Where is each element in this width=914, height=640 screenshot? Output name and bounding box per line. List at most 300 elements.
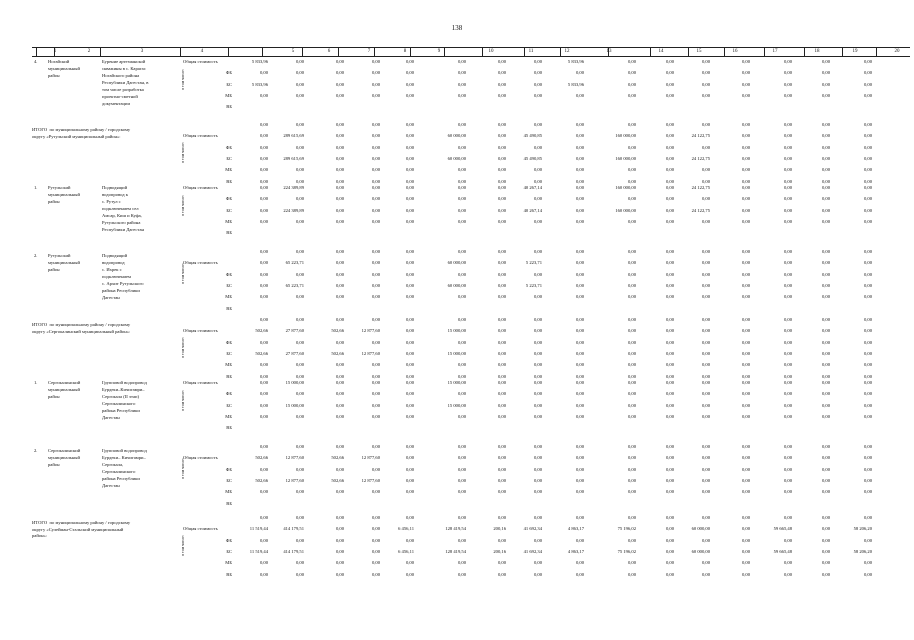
table-cell: 0,00 [821,218,830,224]
table-cell: 0,00 [821,466,830,472]
funding-source-ВБ: ВБ [226,305,232,311]
table-cell: 0,00 [497,70,506,76]
table-cell: 0,00 [371,178,380,184]
table-cell: 5 833,96 [567,81,584,87]
table-cell: 0,00 [783,373,792,379]
table-cell: 0,00 [335,515,344,520]
table-cell: 0,00 [497,155,506,161]
table-cell: 0,00 [457,413,466,419]
table-cell: 0,00 [575,362,584,368]
table-cell: 0,00 [821,81,830,87]
table-cell: 0,00 [371,260,380,266]
column-header-1: 1 [53,49,57,54]
table-cell: 0,00 [295,444,304,449]
table-cell: 0,00 [405,391,414,397]
table-cell: 0,00 [335,391,344,397]
table-cell: 0,00 [335,373,344,379]
table-cell: 0,00 [863,317,872,322]
table-cell: 0,00 [335,548,344,554]
table-cell: 0,00 [701,260,710,266]
table-cell: 0,00 [701,282,710,288]
table-cell: 0,00 [575,350,584,356]
table-cell: 0,00 [335,196,344,202]
table-cell: 0,00 [701,560,710,566]
table-cell: 24 122,75 [691,155,710,161]
table-cell: 0,00 [821,444,830,449]
funding-source-БС: БС [226,402,232,408]
in-that-number-label: в том числе: [180,142,185,163]
table-cell: 0,00 [863,328,872,334]
table-cell: 0,00 [371,59,380,64]
table-cell: 0,00 [863,196,872,202]
table-cell: 0,00 [295,196,304,202]
table-cell: 0,00 [335,133,344,139]
table-cell: 0,00 [627,70,636,76]
table-cell: 0,00 [405,455,414,461]
table-cell: 0,00 [533,455,542,461]
table-cell: 0,00 [259,271,268,277]
table-cell: 0,00 [457,362,466,368]
table-cell: 0,00 [371,571,380,577]
table-cell: 0,00 [863,155,872,161]
table-cell: 0,00 [575,560,584,566]
table-cell: 11 519,44 [249,526,268,532]
table-cell: 0,00 [259,92,268,98]
table-cell: 0,00 [741,294,750,300]
table-cell: 0,00 [575,122,584,127]
table-cell: 0,00 [863,218,872,224]
table-cell: 0,00 [405,444,414,449]
table-cell: 0,00 [533,317,542,322]
table-cell: 0,00 [627,271,636,277]
table-cell: 4 863,17 [567,526,584,532]
table-cell: 0,00 [295,167,304,173]
column-header-9: 9 [437,49,441,54]
table-cell: 0,00 [575,282,584,288]
table-cell: 0,00 [533,59,542,64]
table-cell: 0,00 [701,350,710,356]
table-cell: 0,00 [371,317,380,322]
header-divider [54,47,55,56]
table-cell: 0,00 [863,185,872,190]
in-that-number-label: в том числе: [180,535,185,556]
table-cell: 0,00 [863,537,872,543]
table-cell: 0,00 [665,294,674,300]
table-cell: 289 615,69 [283,155,304,161]
table-cell: 0,00 [405,178,414,184]
table-cell: 0,00 [701,466,710,472]
table-cell: 0,00 [821,350,830,356]
table-cell: 0,00 [821,537,830,543]
table-cell: 0,00 [701,70,710,76]
table-cell: 0,00 [627,218,636,224]
table-cell: 0,00 [371,122,380,127]
table-cell: 0,00 [821,373,830,379]
table-cell: 60 000,00 [447,155,466,161]
table-cell: 0,00 [741,537,750,543]
table-cell: 0,00 [783,489,792,495]
table-cell: 0,00 [405,537,414,543]
table-cell: 0,00 [821,455,830,461]
table-cell: 0,00 [701,271,710,277]
table-cell: 0,00 [701,380,710,385]
table-cell: 0,00 [405,362,414,368]
table-cell: 5 833,96 [251,59,268,64]
total-cost-label: Общая стоимость [183,133,218,139]
header-divider [524,47,525,56]
table-cell: 0,00 [627,380,636,385]
table-cell: 0,00 [259,466,268,472]
table-cell: 0,00 [335,207,344,213]
table-cell: 224 389,89 [283,185,304,190]
table-cell: 0,00 [627,178,636,184]
table-cell: 0,00 [295,391,304,397]
table-cell: 0,00 [497,571,506,577]
table-cell: 0,00 [821,489,830,495]
table-cell: 0,00 [821,92,830,98]
table-cell: 0,00 [863,92,872,98]
table-cell: 0,00 [295,413,304,419]
header-divider [444,47,445,56]
table-cell: 0,00 [665,218,674,224]
total-cost-label: Общая стоимость [183,59,218,64]
table-cell: 200,16 [493,526,506,532]
table-cell: 0,00 [863,81,872,87]
table-cell: 0,00 [259,515,268,520]
total-cost-label: Общая стоимость [183,380,218,385]
table-cell: 0,00 [575,328,584,334]
table-cell: 0,00 [821,185,830,190]
table-cell: 502,66 [331,328,344,334]
table-cell: 0,00 [783,122,792,127]
in-that-number-label: в том числе: [180,390,185,411]
table-cell: 0,00 [665,155,674,161]
table-cell: 0,00 [457,178,466,184]
table-cell: 0,00 [821,380,830,385]
table-cell: 0,00 [457,455,466,461]
table-cell: 0,00 [783,477,792,483]
table-cell: 0,00 [627,122,636,127]
table-cell: 0,00 [665,391,674,397]
table-cell: 0,00 [821,260,830,266]
table-cell: 0,00 [665,560,674,566]
funding-source-МБ: МБ [225,92,232,98]
table-cell: 0,00 [457,81,466,87]
table-cell: 0,00 [497,489,506,495]
table-cell: 0,00 [295,373,304,379]
table-cell: 60 000,00 [447,260,466,266]
table-cell: 0,00 [405,271,414,277]
table-cell: 0,00 [371,207,380,213]
table-cell: 0,00 [533,196,542,202]
table-cell: 0,00 [457,70,466,76]
table-cell: 0,00 [701,92,710,98]
table-cell: 0,00 [821,526,830,532]
table-cell: 0,00 [335,489,344,495]
table-cell: 0,00 [665,328,674,334]
table-cell: 0,00 [497,144,506,150]
table-cell: 0,00 [335,537,344,543]
table-cell: 0,00 [295,92,304,98]
column-header-6: 6 [327,49,331,54]
table-cell: 0,00 [741,260,750,266]
table-cell: 0,00 [575,167,584,173]
table-cell: 5 833,96 [251,81,268,87]
table-cell: 0,00 [783,350,792,356]
table-cell: 0,00 [295,178,304,184]
table-cell: 0,00 [821,282,830,288]
table-cell: 0,00 [497,260,506,266]
table-cell: 0,00 [295,362,304,368]
table-cell: 0,00 [665,455,674,461]
table-cell: 0,00 [259,178,268,184]
table-cell: 0,00 [335,294,344,300]
table-cell: 0,00 [701,328,710,334]
table-cell: 0,00 [371,167,380,173]
table-cell: 0,00 [295,515,304,520]
table-cell: 41 692,34 [523,526,542,532]
table-cell: 0,00 [497,373,506,379]
table-cell: 0,00 [295,489,304,495]
table-cell: 0,00 [497,185,506,190]
table-cell: 0,00 [627,362,636,368]
table-cell: 0,00 [741,560,750,566]
table-cell: 0,00 [533,373,542,379]
funding-source-ВБ: ВБ [226,178,232,184]
column-header-7: 7 [367,49,371,54]
table-cell: 0,00 [295,70,304,76]
table-cell: 0,00 [627,339,636,345]
column-header-10: 10 [488,49,494,54]
table-cell: 0,00 [665,477,674,483]
table-cell: 0,00 [259,167,268,173]
header-divider [724,47,725,56]
table-cell: 0,00 [665,282,674,288]
table-cell: 0,00 [821,548,830,554]
table-cell: 0,00 [405,207,414,213]
funding-source-МБ: МБ [225,413,232,419]
funding-source-БС: БС [226,350,232,356]
table-cell: 0,00 [335,59,344,64]
header-divider [100,47,101,56]
table-cell: 0,00 [575,271,584,277]
table-cell: 0,00 [821,294,830,300]
table-cell: 0,00 [863,391,872,397]
funding-source-БС: БС [226,477,232,483]
table-cell: 0,00 [863,339,872,345]
table-cell: 0,00 [371,196,380,202]
table-cell: 0,00 [665,373,674,379]
table-cell: 0,00 [821,362,830,368]
table-cell: 0,00 [575,178,584,184]
table-cell: 0,00 [457,167,466,173]
table-cell: 0,00 [533,328,542,334]
table-cell: 0,00 [627,466,636,472]
table-cell: 0,00 [497,350,506,356]
object-name: Групповой водопровод Бурдеки– Кичигамри– Сергокала, Сергокалинского района Республики Дагестан [102,448,147,488]
table-cell: 0,00 [863,362,872,368]
table-cell: 0,00 [575,466,584,472]
funding-source-ФБ: ФБ [225,70,232,76]
table-cell: 0,00 [665,81,674,87]
table-cell: 0,00 [741,444,750,449]
table-cell: 0,00 [701,59,710,64]
table-cell: 0,00 [863,571,872,577]
table-cell: 0,00 [497,59,506,64]
table-cell: 0,00 [575,218,584,224]
table-cell: 0,00 [259,249,268,254]
table-cell: 0,00 [701,391,710,397]
table-cell: 0,00 [783,167,792,173]
column-header-14: 14 [658,49,664,54]
table-cell: 0,00 [741,571,750,577]
table-cell: 0,00 [783,271,792,277]
column-header-row [32,47,910,57]
table-cell: 0,00 [259,294,268,300]
table-cell: 0,00 [497,294,506,300]
row-number: 1. [34,380,38,385]
table-cell: 0,00 [665,466,674,472]
table-cell: 0,00 [405,477,414,483]
table-cell: 0,00 [783,260,792,266]
table-cell: 0,00 [533,537,542,543]
table-cell: 0,00 [405,59,414,64]
table-cell: 0,00 [405,133,414,139]
table-cell: 0,00 [665,260,674,266]
table-cell: 0,00 [741,548,750,554]
table-cell: 0,00 [335,402,344,408]
table-cell: 15 000,00 [285,380,304,385]
column-header-5: 5 [291,49,295,54]
table-cell: 0,00 [405,515,414,520]
table-cell: 0,00 [863,373,872,379]
table-cell: 0,00 [575,294,584,300]
table-cell: 0,00 [295,560,304,566]
table-cell: 0,00 [821,122,830,127]
table-cell: 0,00 [457,515,466,520]
table-cell: 0,00 [497,391,506,397]
header-divider [482,47,483,56]
header-divider [374,47,375,56]
table-cell: 0,00 [335,362,344,368]
table-cell: 0,00 [821,477,830,483]
table-cell: 0,00 [627,282,636,288]
header-divider [804,47,805,56]
table-cell: 24 122,75 [691,207,710,213]
table-cell: 0,00 [295,122,304,127]
table-cell: 0,00 [405,328,414,334]
table-cell: 0,00 [665,489,674,495]
table-cell: 0,00 [457,271,466,277]
table-cell: 0,00 [405,466,414,472]
table-cell: 0,00 [259,155,268,161]
header-divider [842,47,843,56]
table-cell: 0,00 [533,391,542,397]
table-cell: 0,00 [701,455,710,461]
table-cell: 0,00 [371,92,380,98]
funding-source-ВБ: ВБ [226,571,232,577]
table-cell: 0,00 [783,133,792,139]
table-cell: 0,00 [701,477,710,483]
table-cell: 0,00 [821,196,830,202]
table-cell: 24 122,75 [691,133,710,139]
district-name: Сергокалинский муниципальный район [48,448,81,467]
table-cell: 0,00 [497,537,506,543]
table-cell: 59 665,48 [773,548,792,554]
table-cell: 0,00 [405,70,414,76]
table-cell: 0,00 [371,218,380,224]
row-number: 4. [34,59,38,64]
table-cell: 65 223,71 [285,260,304,266]
funding-source-БС: БС [226,155,232,161]
table-cell: 0,00 [457,196,466,202]
table-cell: 5 833,96 [567,59,584,64]
table-cell: 0,00 [741,391,750,397]
table-cell: 0,00 [457,185,466,190]
table-cell: 12 877,60 [361,455,380,461]
table-cell: 0,00 [863,59,872,64]
table-cell: 0,00 [497,196,506,202]
table-cell: 0,00 [533,489,542,495]
header-divider [338,47,339,56]
table-cell: 0,00 [371,380,380,385]
table-cell: 0,00 [821,571,830,577]
column-header-12: 12 [564,49,570,54]
table-cell: 0,00 [741,515,750,520]
funding-source-ВБ: ВБ [226,425,232,431]
column-header-3: 3 [140,49,144,54]
table-cell: 0,00 [371,282,380,288]
table-cell: 65 223,71 [285,282,304,288]
funding-source-ФБ: ФБ [225,144,232,150]
table-cell: 41 692,34 [523,548,542,554]
table-cell: 0,00 [863,444,872,449]
table-cell: 0,00 [259,260,268,266]
table-cell: 0,00 [741,362,750,368]
table-cell: 0,00 [863,167,872,173]
table-cell: 0,00 [371,155,380,161]
table-cell: 502,66 [331,350,344,356]
funding-source-МБ: МБ [225,362,232,368]
table-cell: 0,00 [457,339,466,345]
table-cell: 0,00 [335,282,344,288]
table-cell: 0,00 [701,515,710,520]
table-cell: 0,00 [665,526,674,532]
table-cell: 0,00 [259,196,268,202]
table-cell: 12 877,60 [285,455,304,461]
table-cell: 0,00 [741,380,750,385]
table-cell: 0,00 [405,489,414,495]
table-cell: 160 000,00 [615,185,636,190]
table-cell: 0,00 [741,373,750,379]
page-number: 138 [451,24,463,32]
table-cell: 0,00 [701,537,710,543]
table-cell: 0,00 [741,526,750,532]
table-cell: 0,00 [627,328,636,334]
table-cell: 160 000,00 [615,155,636,161]
table-cell: 0,00 [741,477,750,483]
table-cell: 0,00 [575,133,584,139]
table-cell: 0,00 [575,380,584,385]
table-cell: 0,00 [783,466,792,472]
table-cell: 0,00 [575,537,584,543]
table-cell: 0,00 [533,413,542,419]
table-cell: 0,00 [863,515,872,520]
table-cell: 58 206,20 [853,548,872,554]
table-cell: 0,00 [783,339,792,345]
in-that-number-label: в том числе: [180,458,185,479]
table-cell: 0,00 [295,294,304,300]
